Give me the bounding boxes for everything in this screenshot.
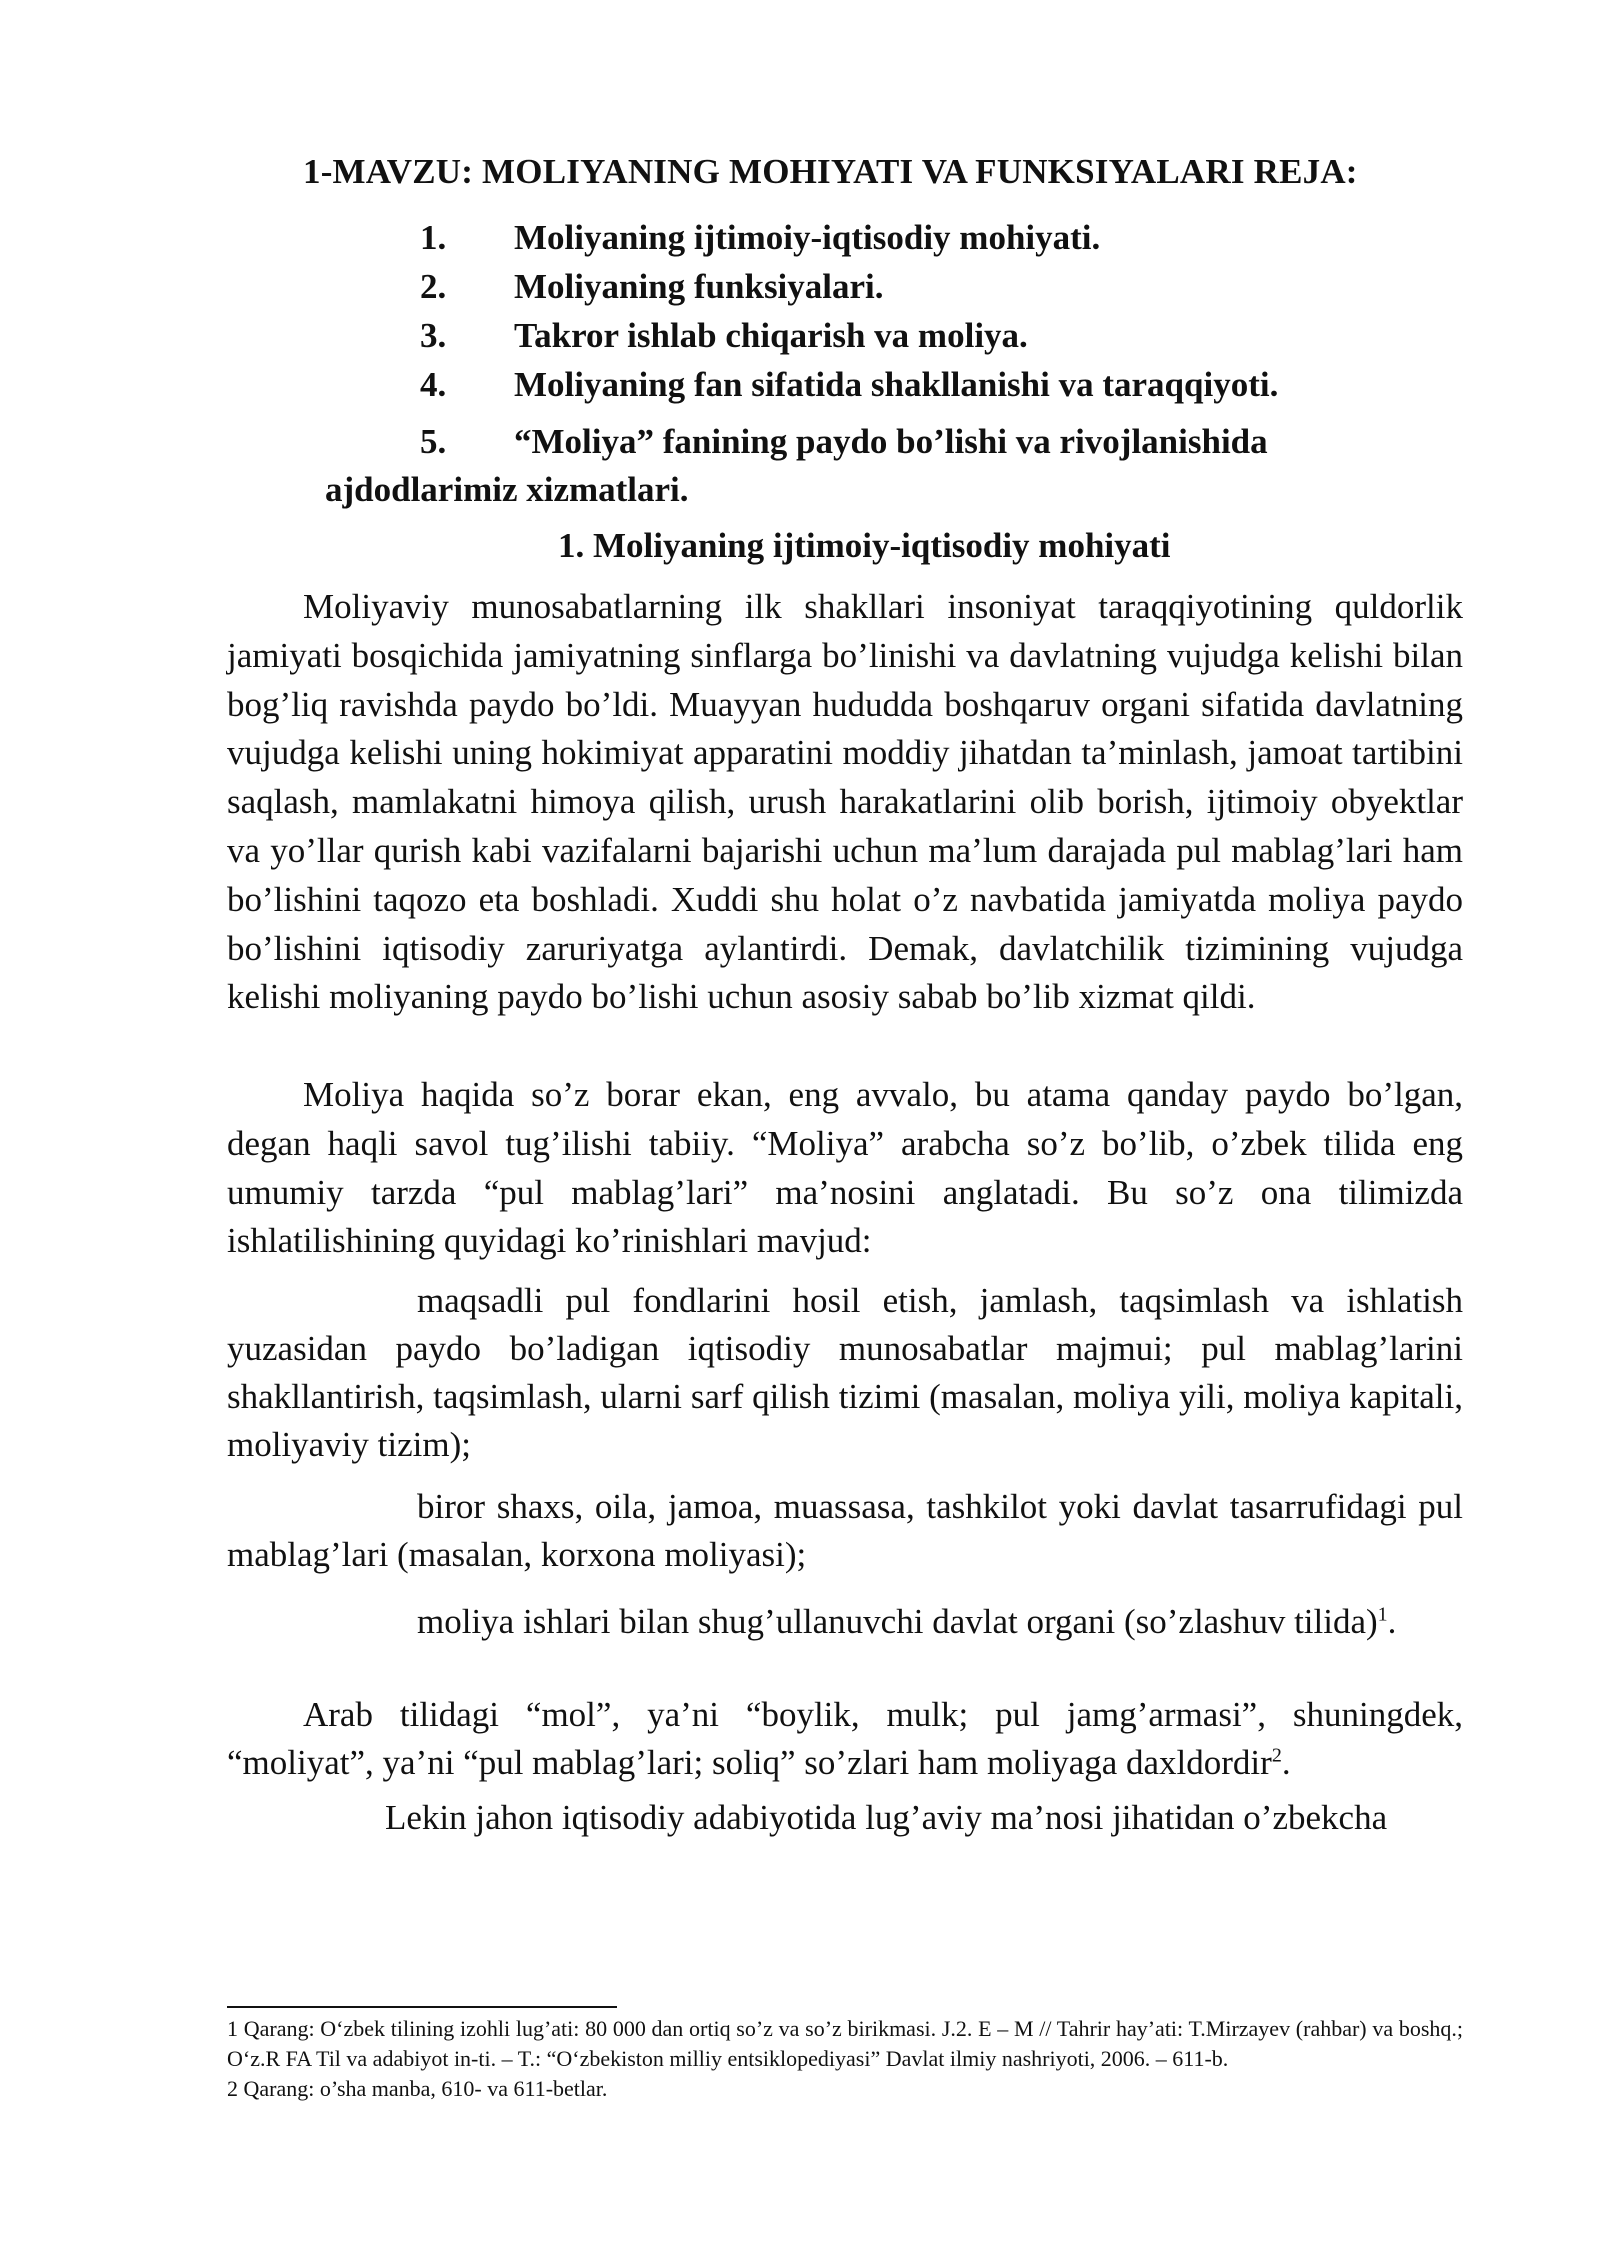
- arab-paragraph-tail: .: [1281, 1743, 1291, 1782]
- footnote-1: 1 Qarang: O‘zbek tilining izohli lug’ati: 80 000 dan ortiq so’z va so’z birikmasi. J.2. E – M // Tahrir hay’ati: T.Mirzayev (rahbar) va boshq.; O‘z.R FA Til va adabiyot in-ti. – T.: “O‘zbekiston milliy entsiklopediyasi” Davlat ilmiy nashriyoti, 2006. – 611-b.: [227, 2016, 1463, 2071]
- footnote-ref-1[interactable]: 1: [1377, 1603, 1388, 1626]
- plan-item-text: Moliyaning funksiyalari.: [514, 267, 884, 306]
- footnote-ref-2[interactable]: 2: [1271, 1744, 1282, 1767]
- bullet-text: moliya ishlari bilan shug’ullanuvchi davlat organi (so’zlashuv tilida): [417, 1602, 1378, 1641]
- continuing-paragraph-line: Lekin jahon iqtisodiy adabiyotida lug’aviy ma’nosi jihatidan o’zbekcha: [385, 1798, 1388, 1837]
- bullet-item-2: [227, 1483, 1463, 1579]
- bullet-item-1: [227, 1277, 1463, 1469]
- plan-item-1: [420, 218, 1100, 258]
- footnote-2: 2 Qarang: o’sha manba, 610- va 611-betlar.: [227, 2076, 608, 2101]
- plan-item-continuation: ajdodlarimiz xizmatlari.: [325, 470, 689, 509]
- plan-item-text: Takror ishlab chiqarish va moliya.: [514, 316, 1028, 355]
- plan-item-4: [420, 365, 1278, 405]
- plan-item-5: [325, 422, 1268, 509]
- body-paragraph-1: Moliyaviy munosabatlarning ilk shakllari insoniyat taraqqiyotining quldorlik jamiyati bosqichida jamiyatning sinflarga bo’linishi va davlatning vujudga kelishi bilan bog’liq ravishda paydo bo’ldi. Muayyan hududda boshqaruv organi sifatida davlatning vujudga kelishi uning hokimiyat apparatini moddiy jihatdan ta’minlash, jamoat tartibini saqlash, mamlakatni himoya qilish, urush harakatlarini olib borish, ijtimoiy obyektlar va yo’llar qurish kabi vazifalarni bajarishi uchun ma’lum darajada pul mablag’lari ham bo’lishini taqozo eta boshladi. Xuddi shu holat o’z navbatida jamiyatda moliya paydo bo’lishini iqtisodiy zaruriyatga aylantirdi. Demak, davlatchilik tizimining vujudga kelishi moliyaning paydo bo’lishi uchun asosiy sabab bo’lib xizmat qildi.: [227, 587, 1463, 1017]
- bullet-text-block: [227, 1598, 1463, 1646]
- plan-item-number: 4.: [420, 365, 447, 404]
- plan-item-text: Moliyaning fan sifatida shakllanishi va taraqqiyoti.: [514, 365, 1279, 404]
- arab-paragraph: [227, 1691, 1463, 1787]
- plan-item-2: [420, 267, 884, 307]
- arab-paragraph-text: Arab tilidagi “mol”, ya’ni “boylik, mulk; pul jamg’armasi”, shuningdek, “moliyat”, ya’ni “pul mablag’lari; soliq” so’zlari ham moliyaga daxldordir: [227, 1695, 1463, 1782]
- plan-item-text: Moliyaning ijtimoiy-iqtisodiy mohiyati.: [514, 218, 1101, 257]
- footnote-separator: [227, 2006, 617, 2008]
- bullet-item-3: [227, 1598, 1463, 1646]
- section-heading: 1. Moliyaning ijtimoiy-iqtisodiy mohiyati: [558, 526, 1171, 565]
- plan-item-text: “Moliya” fanining paydo bo’lishi va rivojlanishida: [514, 422, 1268, 461]
- bullet-text-tail: .: [1387, 1602, 1397, 1641]
- plan-item-number: 5.: [420, 422, 447, 461]
- bullet-text: maqsadli pul fondlarini hosil etish, jamlash, taqsimlash va ishlatish yuzasidan paydo bo’ladigan iqtisodiy munosabatlar majmui; pul mablag’larini shakllantirish, taqsimlash, ularni sarf qilish tizimi (masalan, moliya yili, moliya kapitali, moliyaviy tizim);: [227, 1281, 1463, 1464]
- plan-item-3: [420, 316, 1028, 356]
- plan-item-number: 3.: [420, 316, 447, 355]
- plan-item-number: 1.: [420, 218, 447, 257]
- bullet-text: biror shaxs, oila, jamoa, muassasa, tashkilot yoki davlat tasarrufidagi pul mablag’lari (masalan, korxona moliyasi);: [227, 1487, 1463, 1574]
- plan-item-number: 2.: [420, 267, 447, 306]
- topic-title: 1-MAVZU: MOLIYANING MOHIYATI VA FUNKSIYALARI REJA:: [303, 152, 1358, 191]
- body-paragraph-2: Moliya haqida so’z borar ekan, eng avvalo, bu atama qanday paydo bo’lgan, degan haqli savol tug’ilishi tabiiy. “Moliya” arabcha so’z bo’lib, o’zbek tilida eng umumiy tarzda “pul mablag’lari” ma’nosini anglatadi. Bu so’z ona tilimizda ishlatilishining quyidagi ko’rinishlari mavjud:: [227, 1075, 1463, 1261]
